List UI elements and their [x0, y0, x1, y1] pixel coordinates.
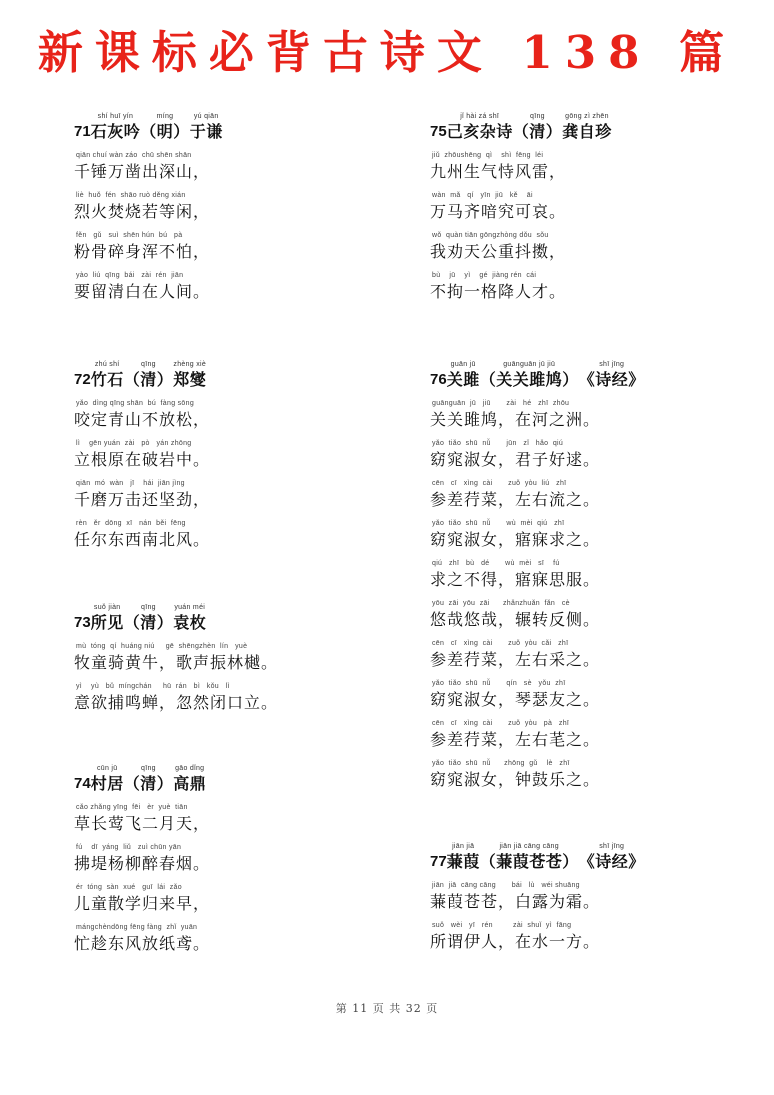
- verse-pinyin: lì gēn yuán zài pò yán zhōng: [76, 440, 192, 447]
- verse-pinyin: cēn cī xìng cài zuǒ yòu liú zhī: [432, 480, 567, 487]
- title-pinyin: shī jīng: [599, 843, 625, 850]
- verse-pinyin: jiān jiā cāng cāng bái lù wéi shuāng: [432, 882, 580, 889]
- title-text: 于谦: [189, 122, 223, 141]
- verse-pinyin: yǎo tiǎo shū nǚ zhōng gǔ lè zhī: [432, 760, 570, 767]
- title-segment: [447, 360, 480, 390]
- poem-number: 77: [430, 853, 447, 870]
- verse-text: 千锤万凿出深山，: [74, 162, 211, 181]
- title-text: 《诗经》: [578, 852, 645, 871]
- title-segment: [447, 842, 480, 872]
- poem-title: [74, 360, 414, 390]
- verse-pinyin: cēn cī xìng cài zuǒ yòu pà zhī: [432, 720, 570, 727]
- verse-text: 咬定青山不放松，: [74, 410, 211, 429]
- verse-line: [74, 191, 414, 222]
- verse-pinyin: yǎo tiǎo shū nǚ wù mèi qiú zhī: [432, 520, 565, 527]
- title-text: 关雎: [446, 370, 480, 389]
- title-text: （蒹葭苍苍）: [479, 852, 579, 871]
- verse-pinyin: yào liú qīng bái zài rén jiān: [76, 272, 184, 279]
- title-pinyin: yuán méi: [174, 604, 206, 611]
- verse-line: [430, 191, 770, 222]
- title-segment: [579, 842, 645, 872]
- verse-pinyin: suǒ wèi yī rén zài shuǐ yì fāng: [432, 922, 572, 929]
- title-segment: [124, 603, 174, 633]
- poem-number: 73: [74, 614, 91, 631]
- verse-line: [430, 921, 770, 952]
- verse-line: [74, 479, 414, 510]
- page-banner: 新课标必背古诗文 138 篇: [37, 26, 737, 79]
- verse-text: 千磨万击还坚劲，: [74, 490, 211, 509]
- title-text: （清）: [123, 774, 174, 793]
- verse-line: [430, 439, 770, 470]
- verse-pinyin: qiān mó wàn jī hái jiān jìng: [76, 480, 185, 487]
- title-segment: [190, 112, 223, 142]
- verse-pinyin: qiú zhī bù dé wù mèi sī fú: [432, 560, 560, 567]
- title-pinyin: shī jīng: [599, 361, 625, 368]
- title-text: 龚自珍: [562, 122, 612, 141]
- title-pinyin: qīng: [141, 765, 156, 772]
- poem-block: [74, 112, 414, 302]
- poem-number: 75: [430, 123, 447, 140]
- verse-text: 悠哉悠哉，辗转反侧。: [430, 610, 601, 629]
- title-segment: [480, 360, 579, 390]
- verse-text: 任尔东西南北风。: [74, 530, 211, 549]
- verse-pinyin: liè huǒ fén shāo ruò děng xián: [76, 192, 186, 199]
- verse-pinyin: wǒ quàn tiān gōngzhòng dǒu sǒu: [432, 232, 549, 239]
- verse-pinyin: rèn ěr dōng xī nán běi fēng: [76, 520, 186, 527]
- title-pinyin: gāo dǐng: [175, 765, 205, 772]
- verse-line: [74, 519, 414, 550]
- verse-text: 拂堤杨柳醉春烟。: [74, 854, 211, 873]
- verse-line: [430, 151, 770, 182]
- poem-title: [74, 603, 414, 633]
- verse-text: 求之不得，寤寐思服。: [430, 570, 601, 589]
- verse-line: [74, 682, 414, 713]
- verse-pinyin: qiān chuí wàn záo chū shēn shān: [76, 152, 192, 159]
- title-text: （清）: [123, 370, 174, 389]
- verse-text: 万马齐喑究可哀。: [430, 202, 567, 221]
- title-pinyin: yú qiān: [193, 113, 219, 120]
- verse-pinyin: fú dī yáng liǔ zuì chūn yān: [76, 844, 182, 851]
- verse-text: 所谓伊人，在水一方。: [430, 932, 601, 951]
- verse-text: 粉骨碎身浑不怕，: [74, 242, 211, 261]
- verse-text: 窈窕淑女，君子好逑。: [430, 450, 601, 469]
- verse-pinyin: jiǔ zhōushēng qì shì fēng léi: [432, 152, 544, 159]
- poem-block: [74, 360, 414, 550]
- verse-line: [74, 803, 414, 834]
- verse-line: [74, 843, 414, 874]
- verse-text: 草长莺飞二月天，: [74, 814, 211, 833]
- verse-pinyin: cǎo zhǎng yīng fēi èr yuè tiān: [76, 804, 188, 811]
- verse-line: [430, 271, 770, 302]
- verse-line: [74, 642, 414, 673]
- poem-number: 72: [74, 371, 91, 388]
- title-segment: [124, 764, 174, 794]
- poem-block: [430, 360, 770, 790]
- title-pinyin: guān jū: [450, 361, 476, 368]
- title-text: 蒹葭: [446, 852, 480, 871]
- title-segment: [91, 112, 141, 142]
- poem-title: [430, 842, 770, 872]
- verse-text: 参差荇菜，左右流之。: [430, 490, 601, 509]
- poem-block: [74, 764, 414, 954]
- title-text: 高鼎: [173, 774, 207, 793]
- verse-text: 忙趁东风放纸鸢。: [74, 934, 211, 953]
- verse-line: [430, 759, 770, 790]
- verse-line: [74, 271, 414, 302]
- title-pinyin: cūn jū: [96, 765, 118, 772]
- verse-pinyin: cēn cī xìng cài zuǒ yòu cǎi zhī: [432, 640, 569, 647]
- title-text: 村居: [90, 774, 124, 793]
- verse-text: 立根原在破岩中。: [74, 450, 211, 469]
- verse-text: 牧童骑黄牛，歌声振林樾。: [74, 653, 279, 672]
- verse-text: 参差荇菜，左右芼之。: [430, 730, 601, 749]
- title-segment: [447, 112, 513, 142]
- verse-pinyin: yǎo dìng qīng shān bú fàng sōng: [76, 400, 195, 407]
- page-footer: 第 11 页 共 32 页: [335, 1002, 439, 1015]
- poem-number: 71: [74, 123, 91, 140]
- title-pinyin: jiān jiā cāng cāng: [499, 843, 559, 850]
- title-pinyin: guānguān jū jiū: [503, 361, 556, 368]
- verse-line: [430, 231, 770, 262]
- title-pinyin: suǒ jiàn: [93, 604, 121, 611]
- verse-text: 意欲捕鸣蝉，忽然闭口立。: [74, 693, 279, 712]
- verse-text: 蒹葭苍苍，白露为霜。: [430, 892, 601, 911]
- title-segment: [173, 603, 206, 633]
- title-text: （清）: [123, 613, 174, 632]
- title-segment: [173, 360, 206, 390]
- title-segment: [513, 112, 563, 142]
- verse-pinyin: yǎo tiǎo shū nǚ jūn zǐ hǎo qiú: [432, 440, 564, 447]
- verse-text: 九州生气恃风雷，: [430, 162, 567, 181]
- title-segment: [91, 603, 124, 633]
- verse-line: [74, 439, 414, 470]
- title-pinyin: zhèng xiè: [173, 361, 207, 368]
- verse-pinyin: ér tóng sàn xué guī lái zǎo: [76, 884, 182, 891]
- verse-line: [430, 399, 770, 430]
- title-segment: [562, 112, 612, 142]
- title-segment: [124, 360, 174, 390]
- poem-title: [74, 112, 414, 142]
- verse-pinyin: mángchèndōng fēng fàng zhǐ yuān: [76, 924, 198, 931]
- poem-number: 74: [74, 775, 91, 792]
- title-pinyin: jiān jiā: [452, 843, 475, 850]
- verse-line: [74, 923, 414, 954]
- poem-block: [430, 842, 770, 952]
- verse-text: 窈窕淑女，寤寐求之。: [430, 530, 601, 549]
- title-pinyin: shí huī yín: [97, 113, 134, 120]
- verse-line: [430, 519, 770, 550]
- verse-line: [74, 883, 414, 914]
- poem-number: 76: [430, 371, 447, 388]
- verse-text: 我劝天公重抖擞，: [430, 242, 567, 261]
- verse-line: [430, 639, 770, 670]
- verse-pinyin: wàn mǎ qí yīn jiū kě āi: [432, 192, 533, 199]
- verse-line: [74, 151, 414, 182]
- title-text: 竹石: [90, 370, 124, 389]
- title-segment: [140, 112, 190, 142]
- title-text: 袁枚: [173, 613, 207, 632]
- title-segment: [91, 360, 124, 390]
- verse-text: 烈火焚烧若等闲，: [74, 202, 211, 221]
- verse-text: 不拘一格降人才。: [430, 282, 567, 301]
- verse-line: [74, 231, 414, 262]
- title-text: 《诗经》: [578, 370, 645, 389]
- verse-pinyin: bù jū yì gé jiàng rén cái: [432, 272, 537, 279]
- title-text: （明）: [140, 122, 190, 141]
- verse-pinyin: yì yù bǔ míngchán hū rán bì kǒu lì: [76, 683, 230, 690]
- poem-block: [74, 603, 414, 713]
- verse-line: [430, 679, 770, 710]
- poem-title: [430, 112, 770, 142]
- poem-title: [74, 764, 414, 794]
- title-segment: [91, 764, 124, 794]
- title-pinyin: míng: [156, 113, 174, 120]
- title-text: （清）: [512, 122, 563, 141]
- title-text: （关关雎鸠）: [479, 370, 579, 389]
- verse-line: [430, 881, 770, 912]
- title-segment: [579, 360, 645, 390]
- title-pinyin: zhú shí: [94, 361, 120, 368]
- title-text: 郑燮: [173, 370, 207, 389]
- title-pinyin: jǐ hài zá shī: [460, 113, 500, 120]
- title-segment: [173, 764, 206, 794]
- verse-pinyin: guānguān jū jiū zài hé zhī zhōu: [432, 400, 570, 407]
- poem-title: [430, 360, 770, 390]
- title-pinyin: qīng: [141, 604, 156, 611]
- verse-line: [74, 399, 414, 430]
- title-pinyin: qīng: [141, 361, 156, 368]
- verse-text: 关关雎鸠，在河之洲。: [430, 410, 601, 429]
- verse-line: [430, 719, 770, 750]
- verse-line: [430, 479, 770, 510]
- title-text: 己亥杂诗: [446, 122, 513, 141]
- verse-pinyin: yǎo tiǎo shū nǚ qín sè yǒu zhī: [432, 680, 566, 687]
- verse-pinyin: yōu zāi yōu zāi zhǎnzhuǎn fǎn cè: [432, 600, 570, 607]
- title-text: 石灰吟: [90, 122, 141, 141]
- verse-line: [430, 559, 770, 590]
- title-pinyin: qīng: [530, 113, 545, 120]
- verse-line: [430, 599, 770, 630]
- title-pinyin: gōng zì zhēn: [565, 113, 609, 120]
- verse-text: 参差荇菜，左右采之。: [430, 650, 601, 669]
- title-text: 所见: [90, 613, 124, 632]
- verse-text: 窈窕淑女，钟鼓乐之。: [430, 770, 601, 789]
- title-segment: [480, 842, 579, 872]
- verse-pinyin: fěn gǔ suì shēn hún bú pà: [76, 232, 183, 239]
- verse-text: 要留清白在人间。: [74, 282, 211, 301]
- verse-pinyin: mù tóng qí huáng niú gē shēngzhèn lín yuè: [76, 643, 248, 650]
- verse-text: 窈窕淑女，琴瑟友之。: [430, 690, 601, 709]
- verse-text: 儿童散学归来早，: [74, 894, 211, 913]
- poem-block: [430, 112, 770, 302]
